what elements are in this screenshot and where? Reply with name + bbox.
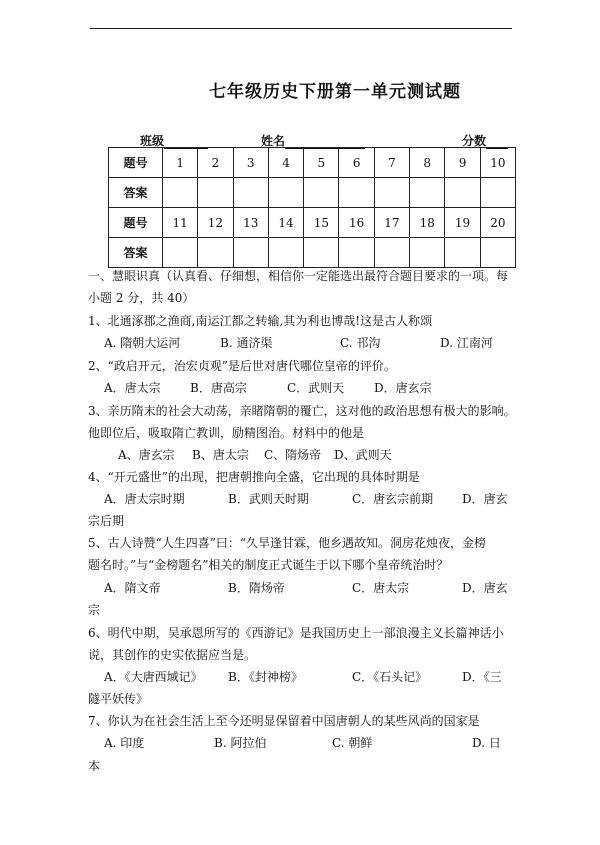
option-a[interactable]: A、唐玄宗 [118,448,175,462]
question-number: 1 [163,148,198,178]
question-4-options [104,491,508,507]
option-c[interactable]: C．唐玄宗前期 [352,492,434,506]
option-c[interactable]: C、隋炀帝 [264,448,322,462]
answer-cell[interactable] [445,178,480,208]
row-label-number: 题号 [109,148,163,178]
question-number: 20 [480,208,515,238]
question-number: 9 [445,148,480,178]
section-intro-line-1: 一、慧眼识真（认真看、仔细想，相信你一定能选出最符合题目要求的一项。每 [88,269,509,283]
option-a[interactable]: A．隋文帝 [104,581,161,595]
row-label-answer: 答案 [109,238,163,268]
answer-cell[interactable] [198,238,233,268]
question-number: 19 [445,208,480,238]
answer-cell[interactable] [304,178,339,208]
question-5-stem-line-1: 5、古人诗赞“人生四喜”曰：“久旱逢甘霖，他乡遇故知。洞房花烛夜，金榜 [88,536,487,550]
answer-cell[interactable] [480,178,515,208]
question-number: 4 [268,148,303,178]
question-2-options [104,380,432,396]
question-number: 14 [268,208,303,238]
answer-table [108,147,516,268]
option-d[interactable]: D. 江南河 [440,336,493,350]
answer-cell[interactable] [480,238,515,268]
question-1-stem: 1、北通涿郡之渔商,南运江都之转输,其为利也博哉!这是古人称颂 [88,314,433,328]
option-b[interactable]: B．《封神榜》 [228,670,303,684]
section-intro-line-2: 小题 2 分，共 40） [88,291,195,305]
option-b[interactable]: B. 通济渠 [220,336,273,350]
option-b[interactable]: B. 阿拉伯 [214,736,267,750]
answer-cell[interactable] [233,178,268,208]
answer-cell[interactable] [339,238,374,268]
answer-cell[interactable] [163,238,198,268]
question-4-wrap: 宗后期 [88,514,125,528]
question-6-options [104,669,502,685]
name-label: 姓名 [261,134,286,148]
question-number: 16 [339,208,374,238]
answer-cell[interactable] [410,178,445,208]
answer-cell[interactable] [198,178,233,208]
option-b[interactable]: B、唐太宗 [192,448,249,462]
question-3-options [118,447,392,463]
question-number: 7 [374,148,409,178]
page-title: 七年级历史下册第一单元测试题 [209,82,461,102]
question-1-options [104,335,493,351]
answer-cell[interactable] [374,238,409,268]
question-2-stem: 2、“政启开元，治宏贞观”是后世对唐代哪位皇帝的评价。 [88,359,396,373]
question-3-stem-line-1: 3、亲历隋末的社会大动荡，亲睹隋朝的覆亡，这对他的政治思想有极大的影响。 [88,404,516,418]
question-number: 18 [410,208,445,238]
answer-cell[interactable] [268,178,303,208]
option-b[interactable]: B．武则天时期 [228,492,309,506]
option-a[interactable]: A．《大唐西域记》 [104,670,203,684]
question-number: 2 [198,148,233,178]
question-6-wrap: 隧平妖传》 [88,692,149,706]
table-row-numbers-1 [109,148,516,178]
answer-cell[interactable] [410,238,445,268]
row-label-number: 题号 [109,208,163,238]
question-4-stem: 4、“开元盛世”的出现，把唐朝推向全盛，它出现的具体时期是 [88,470,420,484]
option-c[interactable]: C．武则天 [287,381,345,395]
question-6-stem-line-2: 说，其创作的史实依据应当是。 [88,648,257,662]
question-7-options [104,735,501,751]
question-number: 13 [233,208,268,238]
option-c[interactable]: C. 朝鲜 [332,736,373,750]
question-7-stem: 7、你认为在社会生活上至今还明显保留着中国唐朝人的某些风尚的国家是 [88,714,480,728]
option-b[interactable]: B．隋炀帝 [228,581,285,595]
question-number: 17 [374,208,409,238]
top-rule [90,28,512,29]
answer-cell[interactable] [233,238,268,268]
option-d[interactable]: D．唐玄宗 [374,381,432,395]
option-d[interactable]: D．唐玄 [462,581,508,595]
question-3-stem-line-2: 他即位后，吸取隋亡教训，励精图治。材料中的他是 [88,426,365,440]
score-label: 分数 [462,134,487,148]
option-d[interactable]: D．《三 [462,670,502,684]
table-row-answers-1 [109,178,516,208]
option-d[interactable]: D、武则天 [334,448,392,462]
question-number: 12 [198,208,233,238]
option-a[interactable]: A．唐太宗 [104,381,161,395]
option-c[interactable]: C. 邗沟 [340,336,381,350]
option-c[interactable]: C．《石头记》 [352,670,428,684]
question-5-wrap: 宗 [88,603,101,617]
question-number: 8 [410,148,445,178]
question-number: 11 [163,208,198,238]
answer-cell[interactable] [163,178,198,208]
option-a[interactable]: A. 印度 [104,736,145,750]
option-d[interactable]: D. 日 [472,736,501,750]
answer-cell[interactable] [268,238,303,268]
question-number: 10 [480,148,515,178]
class-label: 班级 [140,134,165,148]
option-a[interactable]: A. 隋朝大运河 [104,336,181,350]
option-d[interactable]: D．唐玄 [462,492,508,506]
option-b[interactable]: B．唐高宗 [190,381,247,395]
answer-cell[interactable] [304,238,339,268]
table-row-answers-2 [109,238,516,268]
table-row-numbers-2 [109,208,516,238]
question-number: 3 [233,148,268,178]
option-a[interactable]: A．唐太宗时期 [104,492,185,506]
question-5-stem-line-2: 题名时。”与“金榜题名”相关的制度正式诞生于以下哪个皇帝统治时？ [88,558,449,572]
question-number: 15 [304,208,339,238]
question-number: 5 [304,148,339,178]
question-6-stem-line-1: 6、明代中期，吴承恩所写的《西游记》是我国历史上一部浪漫主义长篇神话小 [88,626,504,640]
row-label-answer: 答案 [109,178,163,208]
option-c[interactable]: C．唐太宗 [352,581,410,595]
question-5-options [104,580,508,596]
answer-cell[interactable] [339,178,374,208]
answer-cell[interactable] [374,178,409,208]
answer-cell[interactable] [445,238,480,268]
question-number: 6 [339,148,374,178]
question-7-wrap: 本 [88,759,101,773]
